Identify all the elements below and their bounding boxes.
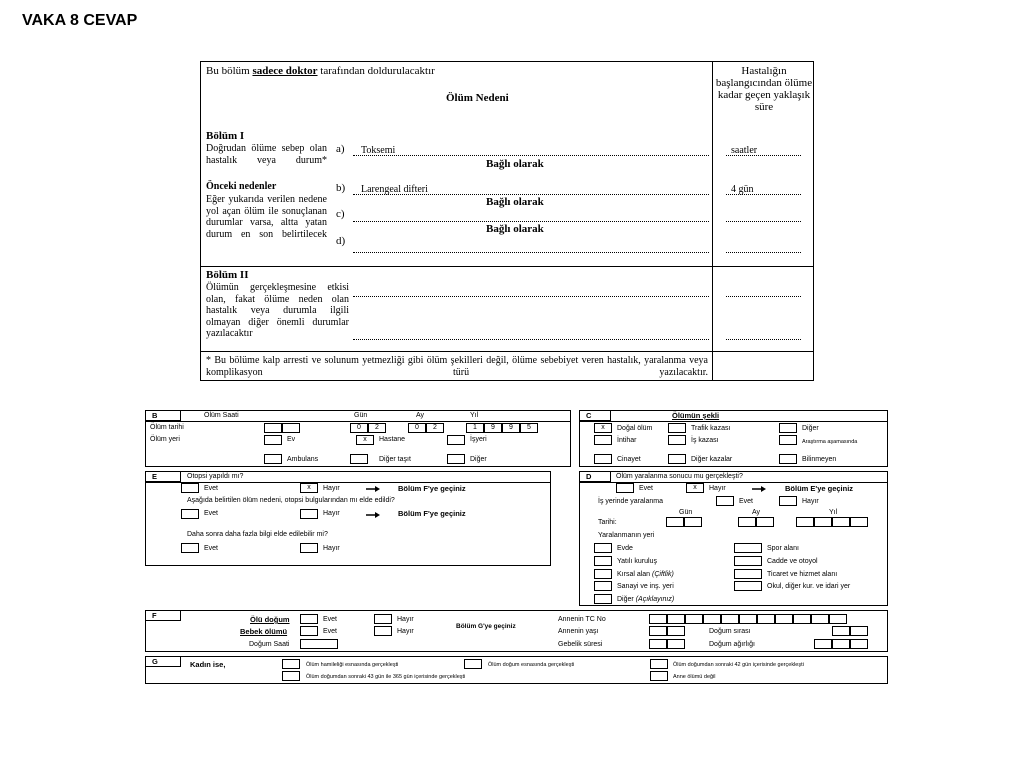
f-anne-tc-label: Annenin TC No xyxy=(558,616,606,623)
d-hayir-box[interactable]: x xyxy=(686,483,704,493)
f-goto-g: Bölüm G'ye geçiniz xyxy=(456,623,516,630)
d-sanayi-box[interactable] xyxy=(594,581,612,591)
f-agirlik-box-3[interactable] xyxy=(850,639,868,649)
d-gun-label: Gün xyxy=(679,509,693,516)
e-q1-hayir-box[interactable]: x xyxy=(300,483,318,493)
olum-saati-label: Ölüm Saati xyxy=(204,412,239,419)
line-b-letter: b) xyxy=(336,182,346,194)
c-diger-kazalar-label: Diğer kazalar xyxy=(691,456,733,463)
section-e-header-line xyxy=(146,482,550,483)
f-anne-yas-box-2[interactable] xyxy=(667,626,685,636)
place-ev-label: Ev xyxy=(287,436,296,443)
f-bebek-hayir-box[interactable] xyxy=(374,626,392,636)
c-arastirma-label: Araştırma aşamasında xyxy=(802,439,858,445)
e-goto-f-1: Bölüm F'ye geçiniz xyxy=(398,484,466,493)
footnote: * Bu bölüme kalp arresti ve solunum yetmezliği gibi ölüm şekilleri değil, ölüme sebebiyet veren hastalık, yaralanma veya komplikasyon türü yazılacaktır. xyxy=(206,355,708,378)
place-isyeri-box[interactable] xyxy=(447,435,465,445)
date-year-3[interactable]: 9 xyxy=(502,423,520,433)
g-option-1-box[interactable] xyxy=(282,659,300,669)
d-kirsal-box[interactable] xyxy=(594,569,612,579)
d-ticaret-box[interactable] xyxy=(734,569,762,579)
f-gebelik-box-1[interactable] xyxy=(649,639,667,649)
f-olu-hayir-label: Hayır xyxy=(397,616,414,623)
d-tarih-label: Tarihi: xyxy=(598,519,617,526)
b-gun-label: Gün xyxy=(354,412,368,419)
d-evde-box[interactable] xyxy=(594,543,612,553)
g-option-1-label: Ölüm hamileliği esnasında gerçekleşti xyxy=(306,662,399,668)
c-dogal-box[interactable]: x xyxy=(594,423,612,433)
duration-b-line xyxy=(726,194,801,195)
f-dogum-sirasi-box-2[interactable] xyxy=(850,626,868,636)
section-d-tag: D xyxy=(579,471,611,482)
d-evet-label: Evet xyxy=(639,485,654,492)
prior-causes-title: Önceki nedenler xyxy=(206,181,277,192)
d-ticaret-label: Ticaret ve hizmet alanı xyxy=(767,571,838,578)
d-year-1[interactable] xyxy=(796,517,814,527)
c-intihar-label: İntihar xyxy=(617,437,637,444)
c-diger-label: Diğer xyxy=(802,425,819,432)
hour-box-1[interactable] xyxy=(264,423,282,433)
e-q2-evet-label: Evet xyxy=(204,510,219,517)
g-option-4-box[interactable] xyxy=(282,671,300,681)
c-bilinmeyen-box[interactable] xyxy=(779,454,797,464)
f-olu-evet-box[interactable] xyxy=(300,614,318,624)
e-q2: Aşağıda belirtilen ölüm nedeni, otopsi bulgularından mı elde edildi? xyxy=(187,497,395,504)
e-q3-evet-label: Evet xyxy=(204,545,219,552)
tc-digit-box[interactable] xyxy=(775,614,793,624)
b-yil-label: Yıl xyxy=(470,412,479,419)
c-trafik-box[interactable] xyxy=(668,423,686,433)
d-goto-e: Bölüm E'ye geçiniz xyxy=(785,484,854,493)
e-q1-evet-label: Evet xyxy=(204,485,219,492)
c-cinayet-label: Cinayet xyxy=(617,456,641,463)
prior-causes-text: Eğer yukarıda verilen nedene yol açan ölüm ile sonuçlanan durumlar varsa, altta yatan durum en son belirtilecek xyxy=(206,194,327,240)
d-kirsal-label: Kırsal alan (Çiftlik) xyxy=(617,571,674,578)
section2-divider xyxy=(201,266,813,267)
d-yer-label: Yaralanmanın yeri xyxy=(598,532,655,539)
arrow-right-icon xyxy=(366,486,380,492)
tc-digit-box[interactable] xyxy=(667,614,685,624)
c-dogal-label: Doğal ölüm xyxy=(617,425,653,432)
cause-a-line xyxy=(353,155,709,156)
place-hastane-label: Hastane xyxy=(379,436,406,443)
c-diger-kazalar-box[interactable] xyxy=(668,454,686,464)
section-e-tag: E xyxy=(145,471,181,482)
f-bebek-evet-label: Evet xyxy=(323,628,338,635)
tc-digit-box[interactable] xyxy=(703,614,721,624)
tc-digit-box[interactable] xyxy=(739,614,757,624)
place-diger-tasit-box[interactable] xyxy=(350,454,368,464)
tc-digit-box[interactable] xyxy=(685,614,703,624)
e-q2-evet-box[interactable] xyxy=(181,509,199,519)
d-okul-label: Okul, diğer kur. ve idari yer xyxy=(767,583,851,590)
line-c-letter: c) xyxy=(336,208,345,220)
column-divider xyxy=(712,62,713,380)
f-agirlik-box-1[interactable] xyxy=(814,639,832,649)
section-c-title: Ölümün şekli xyxy=(672,411,720,420)
e-q2-hayir-box[interactable] xyxy=(300,509,318,519)
g-option-3-label: Ölüm doğumdan sonraki 42 gün içerisinde gerçekleşti xyxy=(673,662,804,668)
d-hayir-label: Hayır xyxy=(709,485,726,492)
date-month-2[interactable]: 2 xyxy=(426,423,444,433)
section-f-tag: F xyxy=(145,610,181,621)
d-cadde-label: Cadde ve otoyol xyxy=(767,558,818,565)
connector-3: Bağlı olarak xyxy=(486,223,544,235)
olum-tarihi-label: Ölüm tarihi xyxy=(150,424,184,431)
f-anne-yas-box-1[interactable] xyxy=(649,626,667,636)
duration-header: Hastalığın başlangıcından ölüme kadar geçen yaklaşık süre xyxy=(715,65,813,113)
section1-title: Bölüm I xyxy=(206,130,245,142)
e-q1-evet-box[interactable] xyxy=(181,483,199,493)
g-option-2-box[interactable] xyxy=(464,659,482,669)
d-ay-label: Ay xyxy=(752,509,761,516)
cause-b-value[interactable]: Larengeal difteri xyxy=(361,184,428,195)
section-c-tag: C xyxy=(579,410,611,421)
place-hastane-box[interactable]: x xyxy=(356,435,374,445)
tc-digit-box[interactable] xyxy=(793,614,811,624)
place-ambulans-box[interactable] xyxy=(264,454,282,464)
e-q3: Daha sonra daha fazla bilgi elde edilebilir mi? xyxy=(187,531,328,538)
g-option-2-label: Ölüm doğum esnasında gerçekleşti xyxy=(488,662,575,668)
place-diger-label: Diğer xyxy=(470,456,487,463)
f-dogum-saati-label: Doğum Saati xyxy=(249,641,290,648)
section-c-header-line xyxy=(580,421,887,422)
section2-text: Ölümün gerçekleşmesine etkisi olan, fakat ölüme neden olan hastalık veya durumla ilgili olmayan diğer önemli durumlar yazılacaktır xyxy=(206,282,349,339)
e-q2-hayir-label: Hayır xyxy=(323,510,340,517)
d-year-4[interactable] xyxy=(850,517,868,527)
section-b-tag: B xyxy=(145,410,181,421)
f-dogum-sirasi-label: Doğum sırası xyxy=(709,628,751,635)
slide-title: VAKA 8 CEVAP xyxy=(22,12,138,29)
e-q1: Otopsi yapıldı mı? xyxy=(187,473,244,480)
f-olu-hayir-box[interactable] xyxy=(374,614,392,624)
f-olu-evet-label: Evet xyxy=(323,616,338,623)
b-ay-label: Ay xyxy=(416,412,425,419)
g-option-5-label: Anne ölümü değil xyxy=(673,674,716,680)
d-yatili-box[interactable] xyxy=(594,556,612,566)
section2-line-1 xyxy=(353,296,709,297)
d-month-2[interactable] xyxy=(756,517,774,527)
d-work-evet-box[interactable] xyxy=(716,496,734,506)
tc-digit-box[interactable] xyxy=(757,614,775,624)
date-day-1[interactable]: 0 xyxy=(350,423,368,433)
duration-a[interactable]: saatler xyxy=(731,145,758,156)
c-is-kazasi-label: İş kazası xyxy=(691,437,719,444)
g-label: Kadın ise, xyxy=(190,660,226,669)
tc-digit-box[interactable] xyxy=(649,614,667,624)
d-yil-label: Yıl xyxy=(829,509,838,516)
d-yatili-label: Yatılı kuruluş xyxy=(617,558,657,565)
cause-a-value[interactable]: Toksemi xyxy=(361,145,396,156)
c-intihar-box[interactable] xyxy=(594,435,612,445)
c-diger-box[interactable] xyxy=(779,423,797,433)
section-g-tag: G xyxy=(145,656,181,667)
d-year-3[interactable] xyxy=(832,517,850,527)
place-isyeri-label: İşyeri xyxy=(470,436,487,443)
d-day-2[interactable] xyxy=(684,517,702,527)
f-dogum-sirasi-box-1[interactable] xyxy=(832,626,850,636)
d-diger-label: Diğer (Açıklayınız) xyxy=(617,596,675,603)
duration-c-line xyxy=(726,221,801,222)
connector-1: Bağlı olarak xyxy=(486,158,544,170)
line-a-letter: a) xyxy=(336,143,345,155)
d-work-evet-label: Evet xyxy=(739,498,754,505)
tc-digit-box[interactable] xyxy=(811,614,829,624)
f-dogum-saati-box[interactable] xyxy=(300,639,338,649)
e-q3-evet-box[interactable] xyxy=(181,543,199,553)
e-q3-hayir-label: Hayır xyxy=(323,545,340,552)
date-year-4[interactable]: 5 xyxy=(520,423,538,433)
duration-a-line xyxy=(726,155,801,156)
section2-duration-line-2 xyxy=(726,339,801,340)
f-bebek-olumu-label: Bebek ölümü xyxy=(240,627,288,636)
f-gebelik-box-2[interactable] xyxy=(667,639,685,649)
tc-digit-box[interactable] xyxy=(721,614,739,624)
connector-2: Bağlı olarak xyxy=(486,196,544,208)
form-intro: Bu bölüm sadece doktor tarafından doldurulacaktır xyxy=(206,65,435,77)
d-work-injury-label: İş yerinde yaralanma xyxy=(598,498,663,505)
g-option-3-box[interactable] xyxy=(650,659,668,669)
date-year-2[interactable]: 9 xyxy=(484,423,502,433)
footnote-divider xyxy=(201,351,813,352)
d-work-hayir-label: Hayır xyxy=(802,498,819,505)
f-olu-dogum-label: Ölü doğum xyxy=(250,615,290,624)
d-day-1[interactable] xyxy=(666,517,684,527)
d-evde-label: Evde xyxy=(617,545,633,552)
place-diger-box[interactable] xyxy=(447,454,465,464)
cause-b-line xyxy=(353,194,709,195)
c-bilinmeyen-label: Bilinmeyen xyxy=(802,456,837,463)
section-b-header-line xyxy=(146,421,570,422)
e-q3-hayir-box[interactable] xyxy=(300,543,318,553)
f-agirlik-box-2[interactable] xyxy=(832,639,850,649)
tc-digit-box[interactable] xyxy=(829,614,847,624)
d-cadde-box[interactable] xyxy=(734,556,762,566)
cause-d-line xyxy=(353,252,709,253)
direct-cause-text: Doğrudan ölüme sebep olan hastalık veya durum* xyxy=(206,143,327,166)
c-cinayet-box[interactable] xyxy=(594,454,612,464)
g-option-5-box[interactable] xyxy=(650,671,668,681)
f-gebelik-label: Gebelik süresi xyxy=(558,641,603,648)
e-goto-f-2: Bölüm F'ye geçiniz xyxy=(398,509,466,518)
c-arastirma-box[interactable] xyxy=(779,435,797,445)
cause-c-line xyxy=(353,221,709,222)
c-trafik-label: Trafik kazası xyxy=(691,425,731,432)
d-question: Ölüm yaralanma sonucu mu gerçekleşti? xyxy=(616,473,743,480)
line-d-letter: d) xyxy=(336,235,346,247)
d-work-hayir-box[interactable] xyxy=(779,496,797,506)
duration-d-line xyxy=(726,252,801,253)
d-year-2[interactable] xyxy=(814,517,832,527)
f-dogum-agirligi-label: Doğum ağırlığı xyxy=(709,641,755,648)
duration-b[interactable]: 4 gün xyxy=(731,184,754,195)
section2-line-2 xyxy=(353,339,709,340)
section2-title: Bölüm II xyxy=(206,269,249,281)
d-month-1[interactable] xyxy=(738,517,756,527)
d-sanayi-label: Sanayi ve inş. yeri xyxy=(617,583,674,590)
f-bebek-hayir-label: Hayır xyxy=(397,628,414,635)
arrow-right-icon xyxy=(366,512,380,518)
date-day-2[interactable]: 2 xyxy=(368,423,386,433)
g-option-4-label: Ölüm doğumdan sonraki 43 gün ile 365 gün içerisinde gerçekleşti xyxy=(306,674,466,680)
d-evet-box[interactable] xyxy=(616,483,634,493)
arrow-right-icon xyxy=(752,486,766,492)
e-q1-hayir-label: Hayır xyxy=(323,485,340,492)
olum-yeri-label: Ölüm yeri xyxy=(150,436,180,443)
place-ambulans-label: Ambulans xyxy=(287,456,319,463)
f-anne-yas-label: Annenin yaşı xyxy=(558,628,599,635)
place-ev-box[interactable] xyxy=(264,435,282,445)
d-spor-label: Spor alanı xyxy=(767,545,799,552)
f-bebek-evet-box[interactable] xyxy=(300,626,318,636)
intro-emphasis: sadece doktor xyxy=(252,65,318,77)
cause-heading: Ölüm Nedeni xyxy=(446,92,509,104)
d-diger-box[interactable] xyxy=(594,594,612,604)
cause-of-death-form xyxy=(200,61,814,381)
date-year-1[interactable]: 1 xyxy=(466,423,484,433)
date-month-1[interactable]: 0 xyxy=(408,423,426,433)
d-spor-box[interactable] xyxy=(734,543,762,553)
d-okul-box[interactable] xyxy=(734,581,762,591)
hour-box-2[interactable] xyxy=(282,423,300,433)
c-is-kazasi-box[interactable] xyxy=(668,435,686,445)
place-diger-tasit-label: Diğer taşıt xyxy=(379,456,411,463)
section2-duration-line-1 xyxy=(726,296,801,297)
